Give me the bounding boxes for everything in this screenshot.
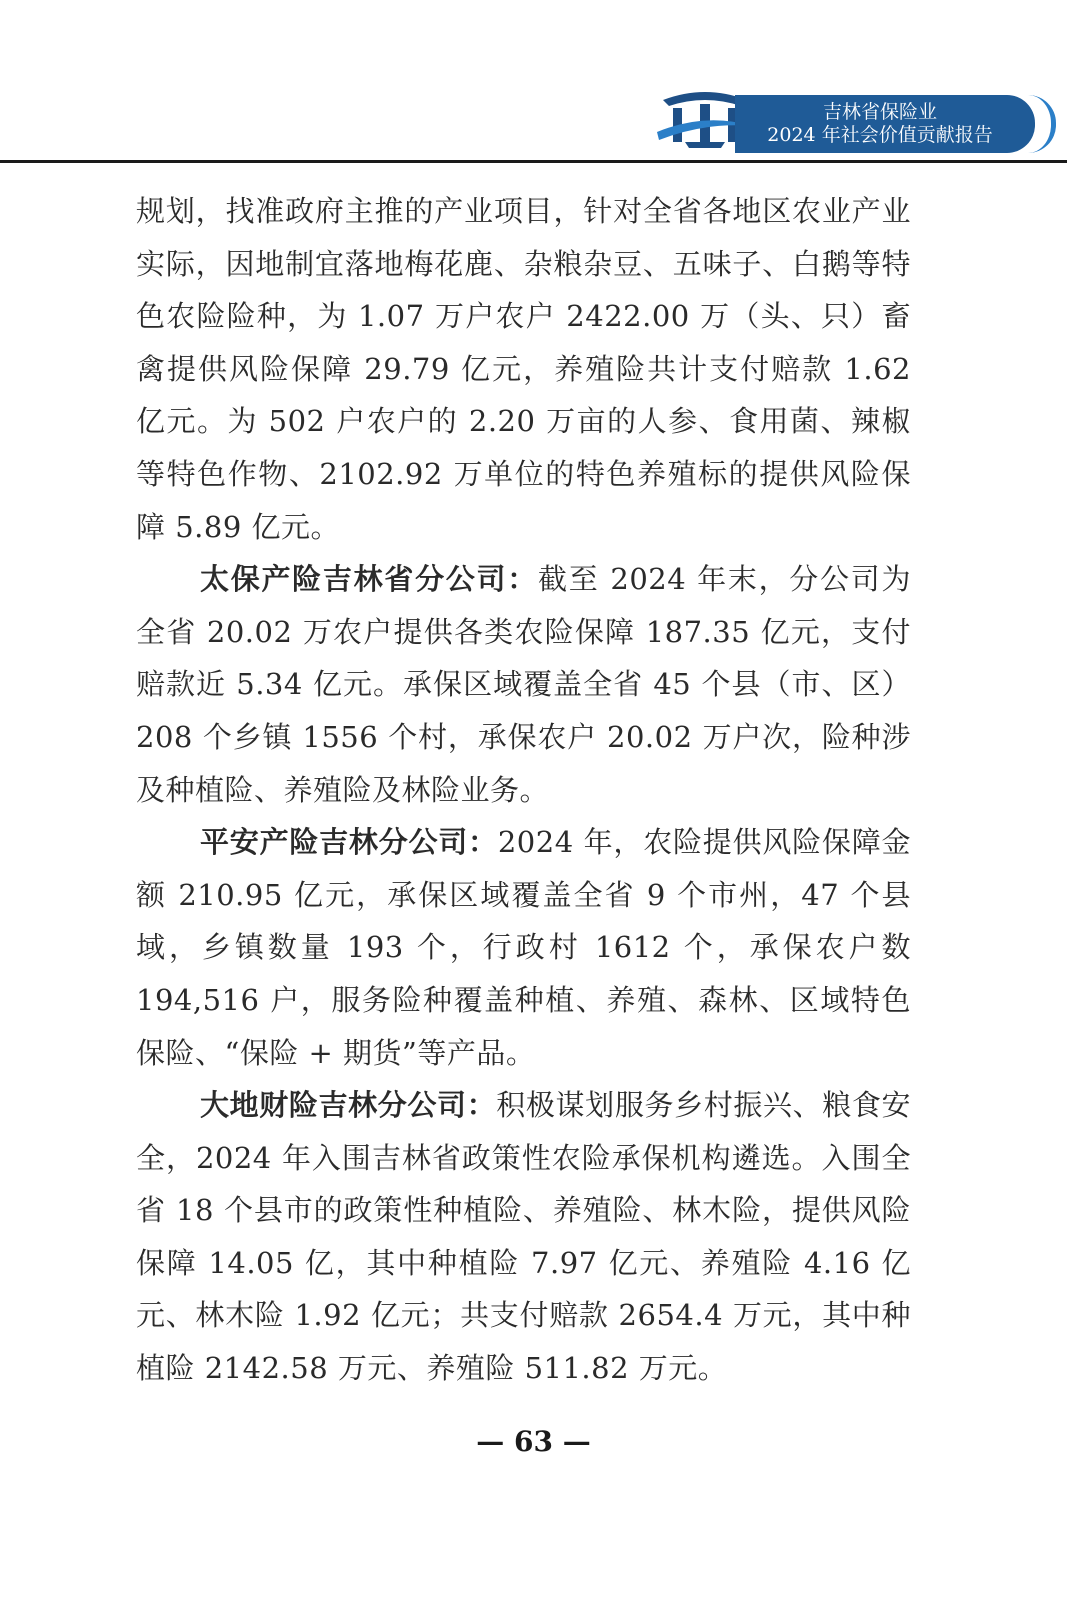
page-number: — 63 — — [476, 1425, 591, 1458]
paragraph-continued — [136, 185, 911, 553]
report-org-title: 吉林省保险业 — [822, 101, 937, 123]
body-text — [136, 185, 911, 1395]
paragraph-text: 积极谋划服务乡村振兴、粮食安全，2024 年入围吉林省政策性农险承保机构遴选。入围全省 18 个县市的政策性种植险、养殖险、林木险，提供风险保障 14.05 亿，其中种植险 7.97 亿元、养殖险 4.16 亿元、林木险 1.92 亿元；共支付赔款 2654.4 万元，其中种植险 2142.58 万元、养殖险 511.82 万元。 — [136, 1088, 911, 1386]
header-rule — [0, 160, 1067, 163]
paragraph-cpic — [136, 553, 911, 816]
paragraph-lead: 太保产险吉林省分公司： — [200, 562, 538, 597]
paragraph-lead: 大地财险吉林分公司： — [200, 1088, 497, 1123]
paragraph-dadi — [136, 1079, 911, 1395]
paragraph-pingan — [136, 816, 911, 1079]
paragraph-lead: 平安产险吉林分公司： — [200, 825, 498, 860]
page-header — [0, 0, 1067, 170]
report-title: 2024 年社会价值贡献报告 — [767, 124, 993, 146]
paragraph-text: 2024 年，农险提供风险保障金额 210.95 亿元，承保区域覆盖全省 9 个市州，47 个县域，乡镇数量 193 个，行政村 1612 个，承保农户数 194,516 户，服务险种覆盖种植、养殖、森林、区域特色保险、“保险 + 期货”等产品。 — [136, 825, 911, 1070]
paragraph-text: 截至 2024 年末，分公司为全省 20.02 万农户提供各类农险保障 187.35 亿元，支付赔款近 5.34 亿元。承保区域覆盖全省 45 个县（市、区）208 个乡镇 1556 个村，承保农户 20.02 万户次，险种涉及种植险、养殖险及林险业务。 — [136, 562, 911, 807]
header-banner-cap — [1028, 95, 1056, 153]
paragraph-text: 规划，找准政府主推的产业项目，针对全省各地区农业产业实际，因地制宜落地梅花鹿、杂粮杂豆、五味子、白鹅等特色农险险种，为 1.07 万户农户 2422.00 万（头、只）畜禽提供风险保障 29.79 亿元，养殖险共计支付赔款 1.62 亿元。为 502 户农户的 2.20 万亩的人参、食用菌、辣椒等特色作物、2102.92 万单位的特色养殖标的提供风险保障 5.89 亿元。 — [136, 194, 911, 544]
